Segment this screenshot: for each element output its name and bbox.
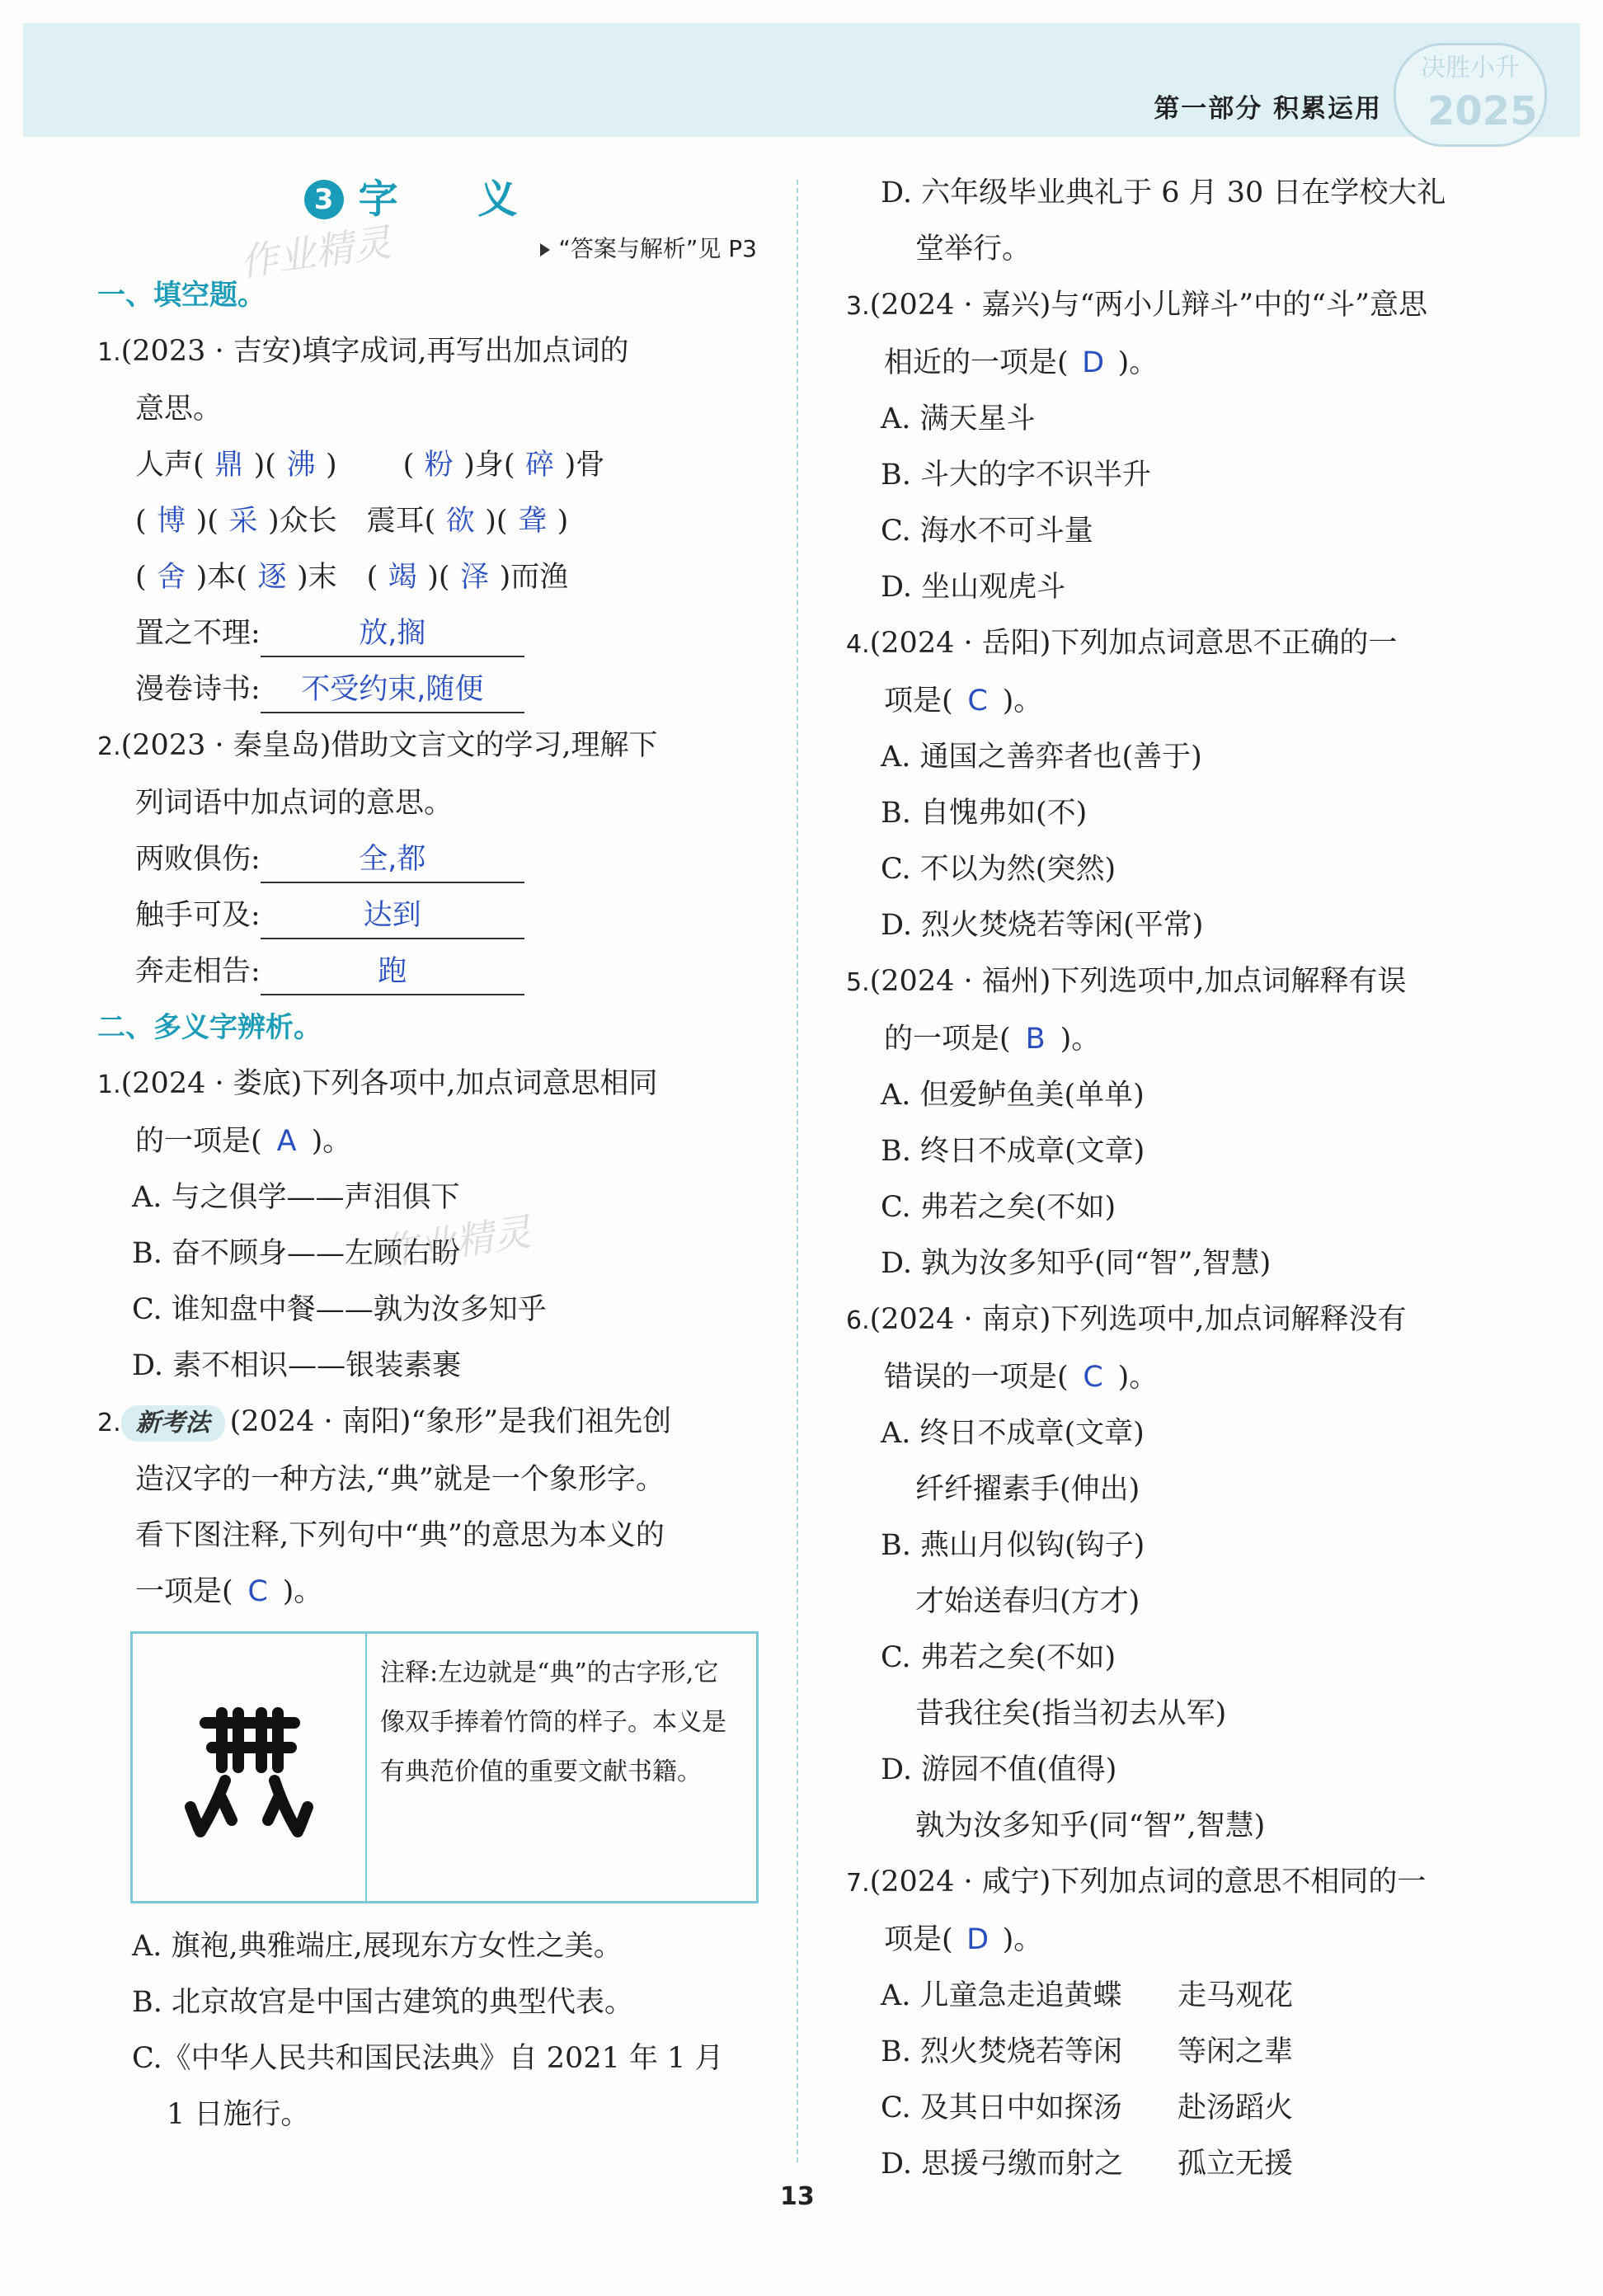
option: A. 儿童急走追黄蝶 走马观花 bbox=[881, 1979, 1294, 2012]
question-line: 1.(2024 · 娄底)下列各项中,加点词意思相同 bbox=[97, 1067, 658, 1100]
fill-row: ( 博 )( 采 )众长 震耳( 欲 )( 聋 ) bbox=[97, 493, 757, 549]
left-column bbox=[97, 165, 757, 2143]
option: D. 烈火焚烧若等闲(平常) bbox=[881, 909, 1204, 942]
meaning-row: 漫卷诗书: 不受约束,随便 bbox=[97, 661, 757, 718]
option: D. 六年级毕业典礼于 6 月 30 日在学校大礼 bbox=[881, 176, 1446, 209]
question-line: 一项是( C )。 bbox=[97, 1564, 757, 1620]
question-line: 看下图注释,下列句中“典”的意思为本义的 bbox=[135, 1519, 665, 1552]
answer: 不受约束,随便 bbox=[261, 667, 524, 713]
option: B. 终日不成章(文章) bbox=[881, 1135, 1145, 1168]
question-line: 1.(2023 · 吉安)填字成词,再写出加点词的 bbox=[97, 335, 629, 368]
lesson-number: 3 bbox=[304, 180, 344, 219]
option: B. 燕山月似钩(钩子) bbox=[881, 1529, 1145, 1562]
option: A. 但爱鲈鱼美(单单) bbox=[881, 1079, 1145, 1112]
question-line: 的一项是( A )。 bbox=[97, 1113, 757, 1169]
option: B. 斗大的字不识半升 bbox=[881, 459, 1151, 492]
fill-row: ( 舍 )本( 逐 )末 ( 竭 )( 泽 )而渔 bbox=[97, 549, 757, 605]
stamp-year: 2025 bbox=[1427, 88, 1538, 134]
meaning-row: 置之不理: 放,搁 bbox=[97, 605, 757, 661]
answer: C bbox=[247, 1575, 268, 1608]
question-line: 4.(2024 · 岳阳)下列加点词意思不正确的一 bbox=[846, 627, 1398, 660]
option: C. 海水不可斗量 bbox=[881, 515, 1093, 548]
answer: 达到 bbox=[261, 893, 524, 939]
option: C. 弗若之矣(不如) bbox=[881, 1191, 1116, 1224]
answer: 放,搁 bbox=[261, 611, 524, 657]
option: B. 北京故宫是中国古建筑的典型代表。 bbox=[132, 1986, 633, 2019]
lesson-title-text: 字 义 bbox=[358, 176, 551, 223]
triangle-icon bbox=[540, 243, 550, 256]
question-line: 7.(2024 · 咸宁)下列加点词的意思不相同的一 bbox=[846, 1866, 1427, 1898]
meaning-row: 奔走相告: 跑 bbox=[97, 943, 757, 1000]
watermark: 作业精灵 bbox=[377, 1209, 534, 1275]
column-divider bbox=[797, 180, 798, 2162]
option-continued: 昔我往矣(指当初去从军) bbox=[915, 1697, 1227, 1730]
answer: D bbox=[966, 1923, 990, 1956]
page-header bbox=[23, 23, 1580, 137]
option: A. 满天星斗 bbox=[881, 402, 1036, 435]
option: A. 终日不成章(文章) bbox=[881, 1417, 1145, 1450]
option: D. 坐山观虎斗 bbox=[881, 571, 1066, 604]
option-continued: 堂举行。 bbox=[915, 233, 1032, 266]
answer: 竭 bbox=[388, 561, 417, 594]
answer: C bbox=[1083, 1361, 1103, 1394]
right-column bbox=[846, 165, 1522, 2192]
option: C. 及其日中如探汤 赴汤蹈火 bbox=[881, 2091, 1294, 2124]
question-line: 6.(2024 · 南京)下列选项中,加点词解释没有 bbox=[846, 1303, 1407, 1336]
option: A. 旗袍,典雅端庄,展现东方女性之美。 bbox=[132, 1930, 623, 1963]
question-line: 项是( C )。 bbox=[846, 673, 1522, 729]
brand-stamp bbox=[1394, 43, 1547, 147]
ancient-character-figure bbox=[130, 1631, 759, 1903]
answer: 鼎 bbox=[214, 449, 244, 482]
answer-reference: “答案与解析”见 P3 bbox=[97, 231, 757, 267]
new-method-tag: 新考法 bbox=[121, 1405, 225, 1442]
question-line: 3.(2024 · 嘉兴)与“两小儿辩斗”中的“斗”意思 bbox=[846, 289, 1427, 322]
option: A. 与之俱学——声泪俱下 bbox=[132, 1181, 460, 1214]
question-line: 2.(2023 · 秦皇岛)借助文言文的学习,理解下 bbox=[97, 729, 658, 762]
option: B. 奋不顾身——左顾右盼 bbox=[132, 1237, 460, 1270]
option-continued: 1 日施行。 bbox=[167, 2098, 310, 2131]
watermark: 作业精灵 bbox=[237, 219, 394, 285]
answer: 全,都 bbox=[261, 837, 524, 883]
figure-note: 注释:左边就是“典”的古字形,它像双手捧着竹筒的样子。本义是有典范价值的重要文献书籍。 bbox=[380, 1658, 726, 1786]
question-line: 的一项是( B )。 bbox=[846, 1011, 1522, 1067]
question-line: 意思。 bbox=[135, 393, 223, 426]
page-number: 13 bbox=[780, 2182, 815, 2211]
section-title: 第一部分 积累运用 bbox=[1154, 94, 1382, 124]
answer: 粉 bbox=[424, 449, 454, 482]
answer: 沸 bbox=[286, 449, 316, 482]
lesson-title bbox=[97, 165, 757, 231]
question-line: 项是( D )。 bbox=[846, 1912, 1522, 1968]
stamp-text: 决胜小升 bbox=[1421, 54, 1520, 82]
option: B. 烈火焚烧若等闲 等闲之辈 bbox=[881, 2035, 1294, 2068]
answer: B bbox=[1025, 1023, 1046, 1056]
fill-row: 人声( 鼎 )( 沸 ) ( 粉 )身( 碎 )骨 bbox=[97, 437, 757, 493]
answer: C bbox=[967, 685, 988, 718]
option-continued: 纤纤擢素手(伸出) bbox=[915, 1473, 1140, 1506]
answer: D bbox=[1082, 346, 1105, 379]
answer: 跑 bbox=[261, 949, 524, 995]
ancient-dian-glyph bbox=[133, 1634, 367, 1901]
answer: 博 bbox=[157, 505, 186, 538]
answer: 逐 bbox=[257, 561, 287, 594]
answer: 舍 bbox=[157, 561, 186, 594]
answer: 欲 bbox=[445, 505, 475, 538]
question-line: 相近的一项是( D )。 bbox=[846, 335, 1522, 391]
section-heading: 二、多义字辨析。 bbox=[97, 1011, 322, 1044]
question-line: 2. 新考法 (2024 · 南阳)“象形”是我们祖先创 bbox=[97, 1394, 757, 1451]
answer: 碎 bbox=[525, 449, 555, 482]
option: C. 不以为然(突然) bbox=[881, 853, 1116, 886]
question-line: 列词语中加点词的意思。 bbox=[135, 787, 454, 820]
section-heading: 一、填空题。 bbox=[97, 279, 266, 312]
answer: 采 bbox=[228, 505, 258, 538]
option: D. 游园不值(值得) bbox=[881, 1753, 1117, 1786]
question-line: 造汉字的一种方法,“典”就是一个象形字。 bbox=[135, 1463, 665, 1496]
option: B. 自愧弗如(不) bbox=[881, 797, 1088, 830]
option-continued: 才始送春归(方才) bbox=[915, 1585, 1140, 1618]
question-line: 5.(2024 · 福州)下列选项中,加点词解释有误 bbox=[846, 965, 1407, 998]
option: D. 素不相识——银装素裹 bbox=[132, 1349, 462, 1382]
question-line: 错误的一项是( C )。 bbox=[846, 1349, 1522, 1405]
option: D. 思援弓缴而射之 孤立无援 bbox=[881, 2148, 1294, 2181]
option: C. 谁知盘中餐——孰为汝多知乎 bbox=[132, 1293, 547, 1326]
meaning-row: 两败俱伤: 全,都 bbox=[97, 831, 757, 887]
option-continued: 孰为汝多知乎(同“智”,智慧) bbox=[915, 1809, 1266, 1842]
meaning-row: 触手可及: 达到 bbox=[97, 887, 757, 943]
option: C. 弗若之矣(不如) bbox=[881, 1641, 1116, 1674]
answer: 泽 bbox=[460, 561, 490, 594]
option: C.《中华人民共和国民法典》自 2021 年 1 月 bbox=[132, 2042, 724, 2075]
answer: A bbox=[276, 1125, 297, 1158]
answer: 聋 bbox=[518, 505, 548, 538]
option: A. 通国之善弈者也(善于) bbox=[881, 741, 1202, 774]
option: D. 孰为汝多知乎(同“智”,智慧) bbox=[881, 1247, 1272, 1280]
